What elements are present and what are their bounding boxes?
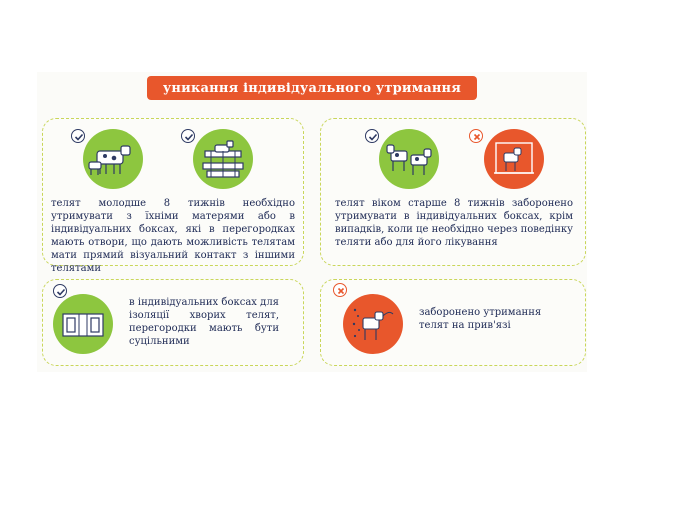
check-icon	[365, 129, 379, 143]
card-older-calves	[320, 118, 586, 266]
card-text: телят молодше 8 тижнів необхідно утримувати з їхніми матерями або в індивідуальних боксах, які в перегородках мають отвори, що дають можливість телятам мати прямий візуальний контакт з іншими телятами	[51, 198, 295, 274]
card-tethering-prohibited	[320, 279, 586, 366]
calves-in-pens-icon	[193, 129, 253, 189]
card-text: заборонено утримання телят на прив'язі	[419, 307, 542, 331]
card-young-calves	[42, 118, 304, 274]
tethered-calf-icon	[343, 294, 403, 354]
card-text: телят віком старше 8 тижнів заборонено утримувати в індивідуальних боксах, крім випадків, коли це необхідно через поведінку теляти або для його лікування	[335, 198, 573, 248]
solid-partition-pen-icon	[53, 294, 113, 354]
card-sick-calves-isolation	[42, 279, 304, 366]
title-banner	[147, 76, 477, 100]
cow-with-calf-icon	[83, 129, 143, 189]
cross-icon	[469, 129, 483, 143]
title-text: уникання індивідуального утримання	[162, 80, 462, 96]
calf-in-box-icon	[484, 129, 544, 189]
calves-standing-icon	[379, 129, 439, 189]
card-text: в індивідуальних боксах для ізоляції хворих телят, перегородки мають бути суцільними	[129, 297, 279, 347]
